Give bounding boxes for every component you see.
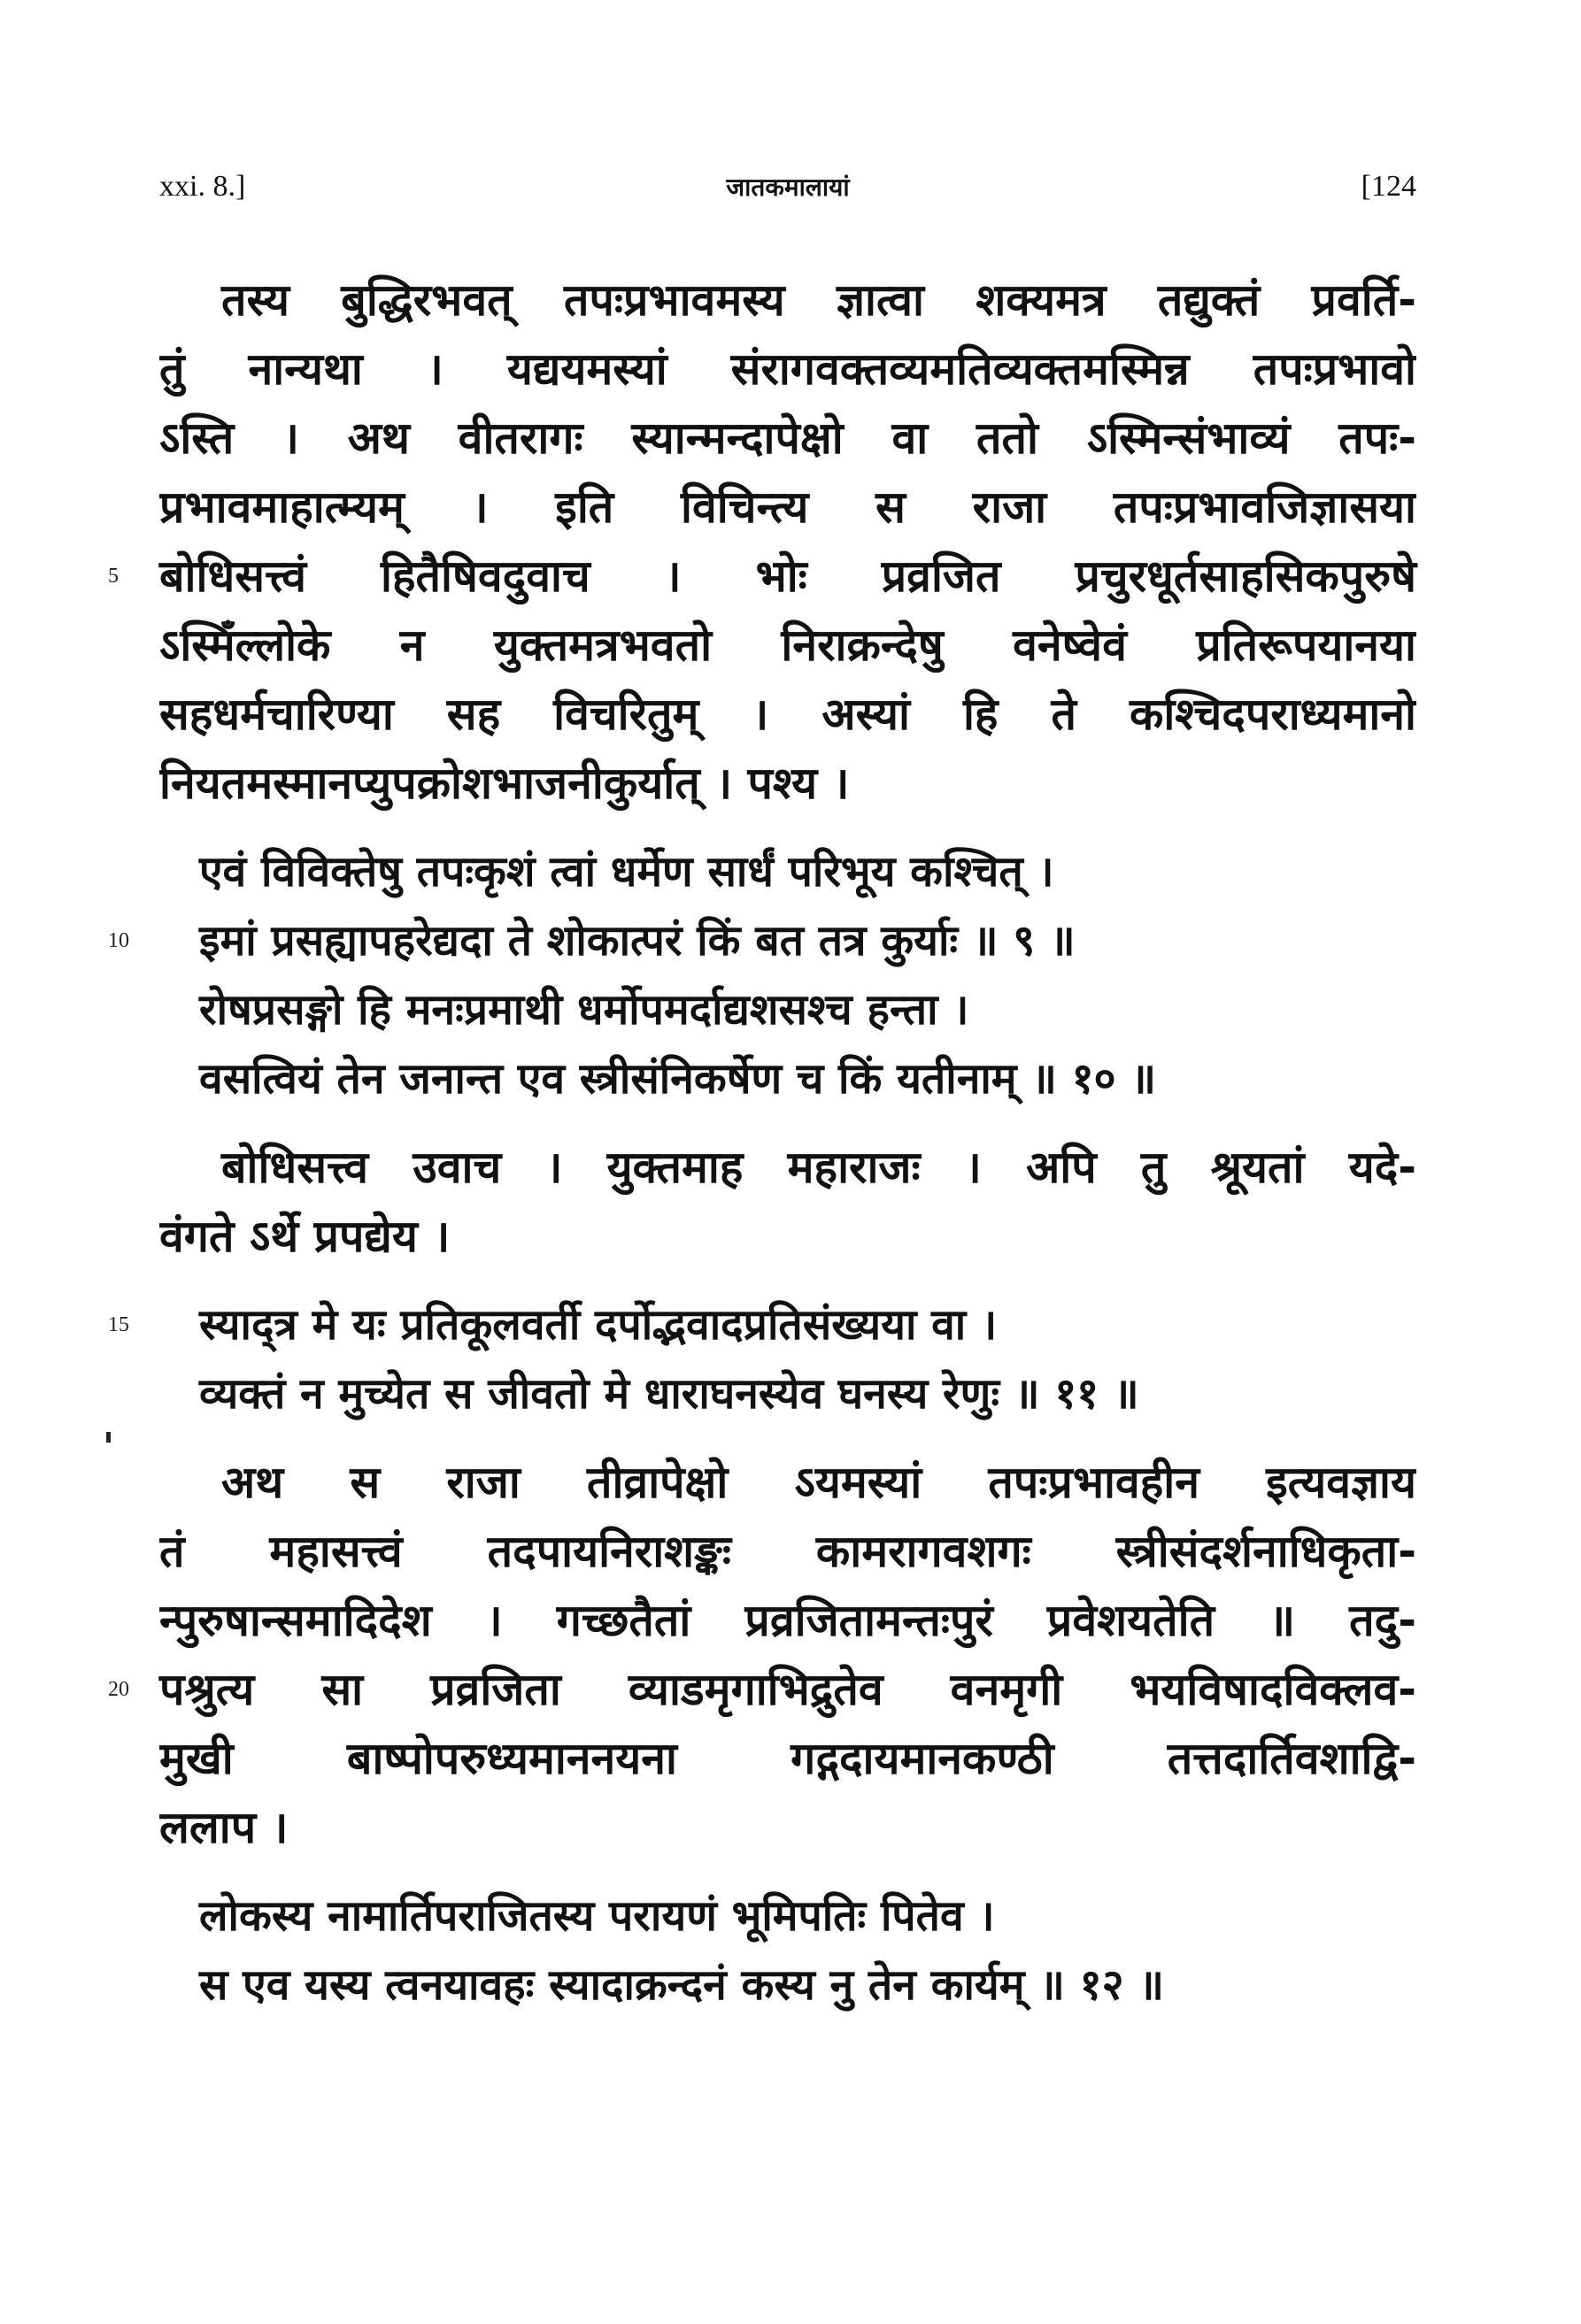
- verse-line-content: स्याद्त्र मे यः प्रतिकूलवर्ती दर्पोद्भवादप्रतिसंख्यया वा ।: [199, 1300, 998, 1350]
- text-line: अथ स राजा तीव्रापेक्षो ऽयमस्यां तपःप्रभावहीन इत्यवज्ञाय: [221, 1457, 1416, 1508]
- verse-line-content: इमां प्रसह्यापहरेद्यदा ते शोकात्परं किं बत तत्र कुर्याः ॥ ९ ॥: [199, 916, 1076, 966]
- verse-line: व्यक्तं न मुच्येत स जीवतो मे धाराघनस्येव घनस्य रेणुः ॥ ११ ॥: [199, 1369, 1139, 1419]
- text-line: तस्य बुद्धिरभवत् तपःप्रभावमस्य ज्ञात्वा शक्यमत्र तद्युक्तं प्रवर्ति-: [221, 274, 1416, 326]
- book-title: जातकमालायां: [726, 173, 850, 202]
- text-line: बोधिसत्त्व उवाच । युक्तमाह महाराजः । अपि तु श्रूयतां यदे-: [221, 1142, 1416, 1193]
- text-line: प्रभावमाहात्म्यम् । इति विचिन्त्य स राजा तपःप्रभावजिज्ञासया: [159, 481, 1416, 533]
- text-line: [108, 1655, 1416, 1724]
- verse-12: [159, 1882, 1416, 2020]
- text-line: नियतमस्मानप्युपक्रोशभाजनीकुर्यात् । पश्य ।: [159, 758, 850, 809]
- text-line: मुखी बाष्पोपरुध्यमाननयना गद्गदायमानकण्ठी तत्तदार्तिवशाद्वि-: [159, 1733, 1416, 1784]
- text-line: ललाप ।: [159, 1802, 289, 1853]
- spacer: [159, 1271, 1416, 1290]
- verse-line: रोषप्रसङ्गो हि मनःप्रमाथी धर्मोपमर्दाद्यशसश्च हन्ता ।: [199, 985, 969, 1035]
- text-line: तुं नान्यथा । यद्ययमस्यां संरागवक्तव्यमतिव्यक्तमस्मिन्न तपःप्रभावो: [159, 343, 1416, 395]
- verse-line: [108, 906, 1416, 975]
- verse-11: [108, 1290, 1416, 1428]
- line-number: 15: [108, 1313, 129, 1336]
- chapter-verse-ref: xxi. 8.]: [159, 170, 246, 203]
- main-text: [108, 265, 1416, 2020]
- prose-paragraph-3: [108, 1448, 1416, 1862]
- verse-line: [108, 1290, 1416, 1359]
- margin-mark: [106, 1432, 111, 1443]
- text-line: तं महासत्त्वं तदपायनिराशङ्कः कामरागवशगः स्त्रीसंदर्शनाधिकृता-: [159, 1526, 1416, 1577]
- prose-paragraph-2: [159, 1133, 1416, 1271]
- text-line: ऽस्ति । अथ वीतरागः स्यान्मन्दापेक्षो वा ततो ऽस्मिन्संभाव्यं तपः-: [159, 412, 1416, 464]
- line-number: 20: [108, 1678, 129, 1701]
- verse-10: [159, 975, 1416, 1113]
- page-number: [124: [1361, 170, 1416, 203]
- prose-paragraph-1: [108, 265, 1416, 818]
- spacer: [159, 1428, 1416, 1448]
- verse-line: एवं विविक्तेषु तपःकृशं त्वां धर्मेण सार्धं परिभूय कश्चित् ।: [199, 847, 1054, 897]
- text-line: ऽस्मिँल्लोके न युक्तमत्रभवतो निराक्रन्देषु वनेष्वेवं प्रतिरूपयानया: [159, 619, 1416, 671]
- text-line-content: पश्रुत्य सा प्रव्रजिता व्याडमृगाभिद्रुतेव वनमृगी भयविषादविक्लव-: [159, 1664, 1416, 1715]
- line-number: 5: [108, 565, 119, 588]
- verse-line: स एव यस्य त्वनयावहः स्यादाक्रन्दनं कस्य नु तेन कार्यम् ॥ १२ ॥: [199, 1960, 1165, 2010]
- line-number: 10: [108, 929, 129, 952]
- running-header: [159, 170, 1416, 214]
- text-line: न्पुरुषान्समादिदेश । गच्छतैतां प्रव्रजितामन्तःपुरं प्रवेशयतेति ॥ तदु-: [159, 1595, 1416, 1646]
- text-line-content: बोधिसत्त्वं हितैषिवदुवाच । भोः प्रव्रजित प्रचुरधूर्तसाहसिकपुरुषे: [159, 550, 1416, 602]
- text-line: वंगते ऽर्थे प्रपद्येय ।: [159, 1211, 451, 1262]
- spacer: [159, 1862, 1416, 1882]
- text-line: [108, 542, 1416, 611]
- text-line: सहधर्मचारिण्या सह विचरितुम् । अस्यां हि ते कश्चिदपराध्यमानो: [159, 689, 1416, 740]
- verse-line: वसत्वियं तेन जनान्त एव स्त्रीसंनिकर्षेण च किं यतीनाम् ॥ १० ॥: [199, 1054, 1157, 1104]
- spacer: [159, 818, 1416, 837]
- spacer: [159, 1113, 1416, 1133]
- verse-line: लोकस्य नामार्तिपराजितस्य परायणं भूमिपतिः पितेव ।: [199, 1891, 995, 1941]
- verse-9: [108, 837, 1416, 975]
